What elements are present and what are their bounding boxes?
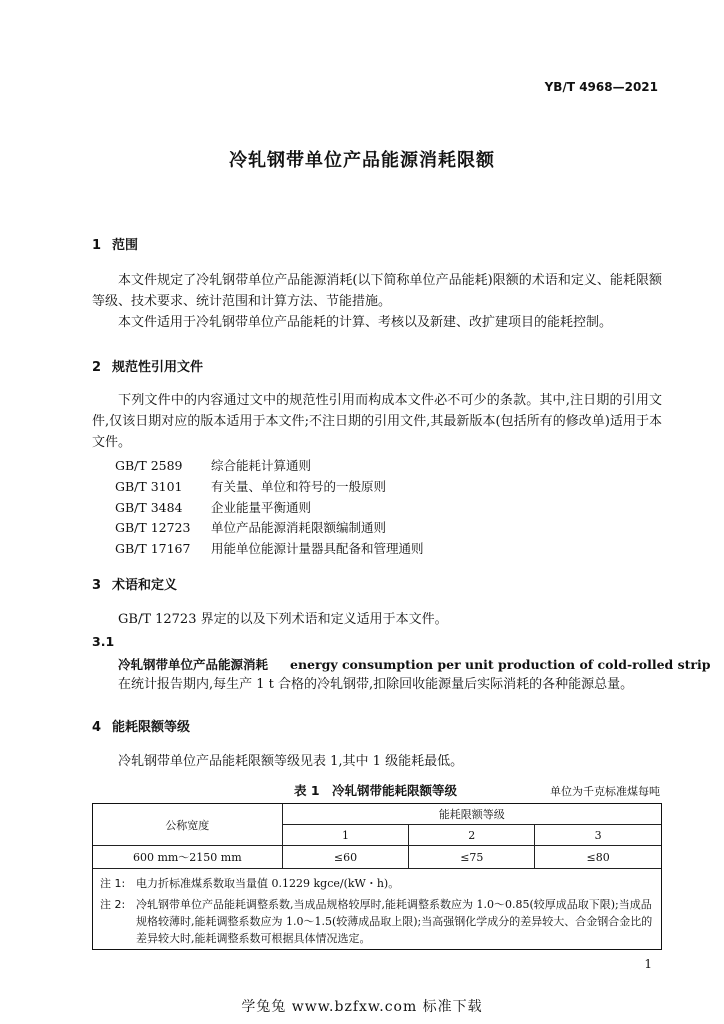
section-number: 1 (92, 238, 102, 253)
section-heading-limit-grades (92, 716, 190, 735)
standard-code: YB/T 4968—2021 (544, 80, 658, 94)
column-header-grade-group: 能耗限额等级 (282, 804, 661, 825)
term-entry (118, 655, 711, 673)
grade-header: 3 (535, 825, 662, 846)
grade-header: 2 (409, 825, 535, 846)
reference-item: GB/T 3101 有关量、单位和符号的一般原则 (115, 479, 387, 494)
grade-header: 1 (282, 825, 409, 846)
reference-item: GB/T 3484 企业能量平衡通则 (115, 500, 312, 515)
page-number: 1 (644, 957, 652, 971)
table-cell: ≤75 (409, 846, 535, 869)
section-title: 范围 (112, 238, 139, 253)
term-english: energy consumption per unit production of cold-rolled strip (290, 657, 711, 672)
table-unit: 单位为千克标准煤每吨 (550, 785, 660, 798)
table-note: 注 1: 电力折标准煤系数取当量值 0.1229 kgce/(kW・h)。 (100, 877, 400, 890)
section-number: 3 (92, 578, 102, 593)
section-heading-normative-references (92, 356, 203, 375)
document-title: 冷轧钢带单位产品能源消耗限额 (229, 150, 495, 171)
section-heading-scope (92, 234, 138, 253)
reference-item: GB/T 17167 用能单位能源计量器具配备和管理通则 (115, 541, 424, 556)
scope-paragraph-1: 本文件规定了冷轧钢带单位产品能源消耗(以下简称单位产品能耗)限额的术语和定义、能耗限额等级、技术要求、统计范围和计算方法、节能措施。 (92, 273, 662, 309)
section-title: 规范性引用文件 (112, 360, 204, 375)
term-number: 3.1 (92, 634, 115, 649)
table-cell: ≤60 (282, 846, 409, 869)
section-title: 术语和定义 (112, 578, 178, 593)
section-number: 4 (92, 720, 102, 735)
column-header-width: 公称宽度 (93, 804, 283, 846)
scope-paragraph-2: 本文件适用于冷轧钢带单位产品能耗的计算、考核以及新建、改扩建项目的能耗控制。 (118, 315, 613, 330)
row-label-width: 600 mm～2150 mm (93, 846, 283, 869)
section-heading-terms (92, 574, 177, 593)
table-cell: ≤80 (535, 846, 662, 869)
table-note: 注 2: 冷轧钢带单位产品能耗调整系数,当成品规格较厚时,能耗调整系数应为 1.0～0.85(较厚成品取下限);当成品规格较薄时,能耗调整系数应为 1.0～1.5(较薄成品取上限);当高强钢化学成分的差异较大、合金钢合金比的差异较大时,能耗调整系数可根据具体情况选定。 (100, 898, 653, 945)
section-title: 能耗限额等级 (112, 720, 191, 735)
energy-limit-table (92, 803, 662, 869)
references-paragraph: 下列文件中的内容通过文中的规范性引用而构成本文件必不可少的条款。其中,注日期的引用文件,仅该日期对应的版本适用于本文件;不注日期的引用文件,其最新版本(包括所有的修改单)适用于本文件。 (92, 393, 662, 450)
footer-watermark: 学兔兔 www.bzfxw.com 标准下载 (241, 999, 483, 1015)
term-definition: 在统计报告期内,每生产 1 t 合格的冷轧钢带,扣除回收能源量后实际消耗的各种能源总量。 (118, 677, 634, 692)
reference-item: GB/T 2589 综合能耗计算通则 (115, 458, 312, 473)
reference-item: GB/T 12723 单位产品能源消耗限额编制通则 (115, 520, 387, 535)
grades-paragraph: 冷轧钢带单位产品能耗限额等级见表 1,其中 1 级能耗最低。 (118, 754, 464, 769)
table-notes (100, 875, 656, 947)
terms-paragraph: GB/T 12723 界定的以及下列术语和定义适用于本文件。 (118, 612, 448, 627)
section-number: 2 (92, 360, 102, 375)
term-chinese: 冷轧钢带单位产品能源消耗 (118, 657, 269, 672)
table-caption: 表 1 冷轧钢带能耗限额等级 (294, 783, 458, 798)
